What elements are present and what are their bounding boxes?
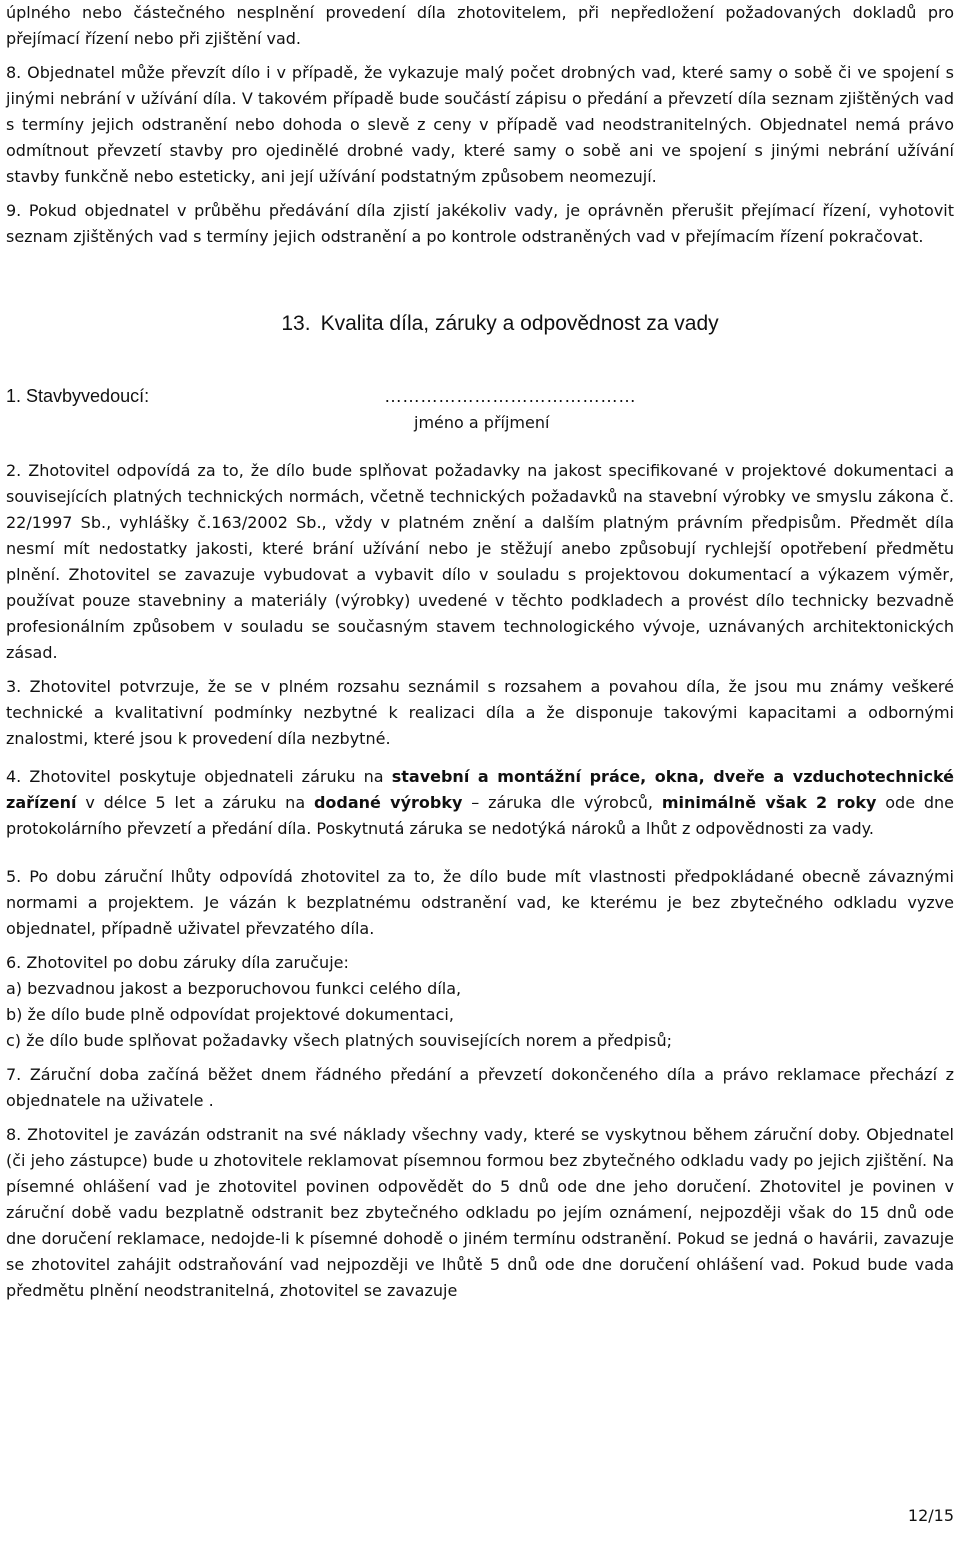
guarantee-item-c: c) že dílo bude splňovat požadavky všech platných souvisejících norem a předpisů; [6,1031,672,1050]
warranty-text-3: – záruka dle výrobců, [462,793,662,812]
site-manager-blank: …………………………………… [384,386,636,406]
section-title: Kvalita díla, záruky a odpovědnost za vady [320,312,719,335]
warranty-bold-minimum: minimálně však 2 roky [661,793,877,812]
guarantee-item-b: b) že dílo bude plně odpovídat projektové dokumentaci, [6,1005,454,1024]
paragraph-8-acceptance: 8. Objednatel může převzít dílo i v případě, že vykazuje malý počet drobných vad, které samy o sobě či ve spojení s jinými nebrání v užívání díla. V takovém případě bude součástí zápisu o předání a převzetí díla seznam zjištěných vad s termíny jejich odstranění nebo dohoda o slevě z ceny v případě vad neodstranitelných. Objednatel nemá právo odmítnout převzetí stavby pro ojedinělé drobné vady, které samy o sobě ani ve spojení s jinými nebrání užívání stavby funkčně nebo esteticky, ani její užívání podstatným způsobem neomezují. [6,63,954,186]
warranty-text-1: 4. Zhotovitel poskytuje objednateli záruku na [6,767,392,786]
guarantee-item-a: a) bezvadnou jakost a bezporuchovou funkci celého díla, [6,979,462,998]
warranty-text-4: ode dne protokolárního převzetí a předání díla. Poskytnutá záruka se nedotýká nároků a lhůt z odpovědnosti za vady. [6,793,954,838]
site-manager-label: 1. Stavbyvedoucí: [6,386,150,406]
intro-paragraph: úplného nebo částečného nesplnění provedení díla zhotovitelem, při nepředložení požadovaných dokladů pro přejímací řízení nebo při zjištění vad. [6,3,954,48]
warranty-bold-products: dodané výrobky [313,793,463,812]
page-number: 12/15 [907,1506,954,1525]
paragraph-8-defect-removal: 8. Zhotovitel je zavázán odstranit na své náklady všechny vady, které se vyskytnou během záruční doby. Objednatel (či jeho zástupce) bude u zhotovitele reklamovat písemnou formou bez zbytečného odkladu vady po jejich zjištění. Na písemné ohlášení vad je zhotovitel povinen odpovědět do 5 dnů ode dne jeho doručení. Zhotovitel je povinen v záruční době vadu bezplatně odstranit bez zbytečného odkladu po jejím oznámení, nejpozději však do 15 dnů ode dne doručení reklamace, nedojde-li k písemné dohodě o jiném termínu odstranění. Pokud se jedná o havárii, zavazuje se zhotovitel zahájit odstraňování vad nejpozději ve lhůtě 5 dnů ode dne doručení ohlášení vad. Pokud bude vada předmětu plnění neodstranitelná, zhotovitel se zavazuje [6,1125,954,1300]
section-number: 13. [281,312,311,335]
warranty-bold-works: stavební a montážní práce, okna, dveře a vzduchotechnické zařízení [6,767,955,812]
site-manager-caption: jméno a příjmení [414,413,550,432]
site-manager-row [6,384,954,408]
paragraph-3-confirmation: 3. Zhotovitel potvrzuje, že se v plném rozsahu seznámil s rozsahem a povahou díla, že jsou mu známy veškeré technické a kvalitativní podmínky nezbytné k realizaci díla a že disponuje takovými kapacitami a odbornými znalostmi, které jsou k provedení díla nezbytné. [6,677,954,748]
document-page [6,0,954,1304]
paragraph-2-quality: 2. Zhotovitel odpovídá za to, že dílo bude splňovat požadavky na jakost specifikované v projektové dokumentaci a souvisejících platných technických normách, včetně technických požadavků na stavební výrobky ve smyslu zákona č. 22/1997 Sb., vyhlášky č.163/2002 Sb., vždy v platném znění a dalším platným právním předpisům. Předmět díla nesmí mít nedostatky jakosti, které brání užívání nebo je stěžují anebo způsobují rychlejší opotřebení předmětu plnění. Zhotovitel se zavazuje vybudovat a vybavit dílo v souladu s projektovou dokumentací a výkazem výměr, používat pouze stavebniny a materiály (výrobky) uvedené v těchto podkladech a provést dílo technicky bezvadně profesionálním způsobem v souladu se současným stavem technologického vývoje, uznávaných architektonických zásad. [6,461,954,662]
paragraph-6-guarantees [6,950,954,1054]
paragraph-9-interruption: 9. Pokud objednatel v průběhu předávání díla zjistí jakékoliv vady, je oprávněn přerušit přejímací řízení, vyhotovit seznam zjištěných vad s termíny jejich odstranění a po kontrole odstraněných vad v přejímacím řízení pokračovat. [6,201,954,246]
guarantees-intro: 6. Zhotovitel po dobu záruky díla zaručuje: [6,953,349,972]
paragraph-5-warranty-period: 5. Po dobu záruční lhůty odpovídá zhotovitel za to, že dílo bude mít vlastnosti předpokládané obecně závaznými normami a projektem. Je vázán k bezplatnému odstranění vad, ke kterému je bez zbytečného odkladu vyzve objednatel, případně uživatel převzatého díla. [6,867,954,938]
paragraph-4-warranty [6,764,954,842]
paragraph-7-warranty-start: 7. Záruční doba začíná běžet dnem řádného předání a převzetí dokončeného díla a právo reklamace přechází z objednatele na uživatele . [6,1065,954,1110]
section-heading [6,310,954,338]
warranty-text-2: v délce 5 let a záruku na [76,793,314,812]
